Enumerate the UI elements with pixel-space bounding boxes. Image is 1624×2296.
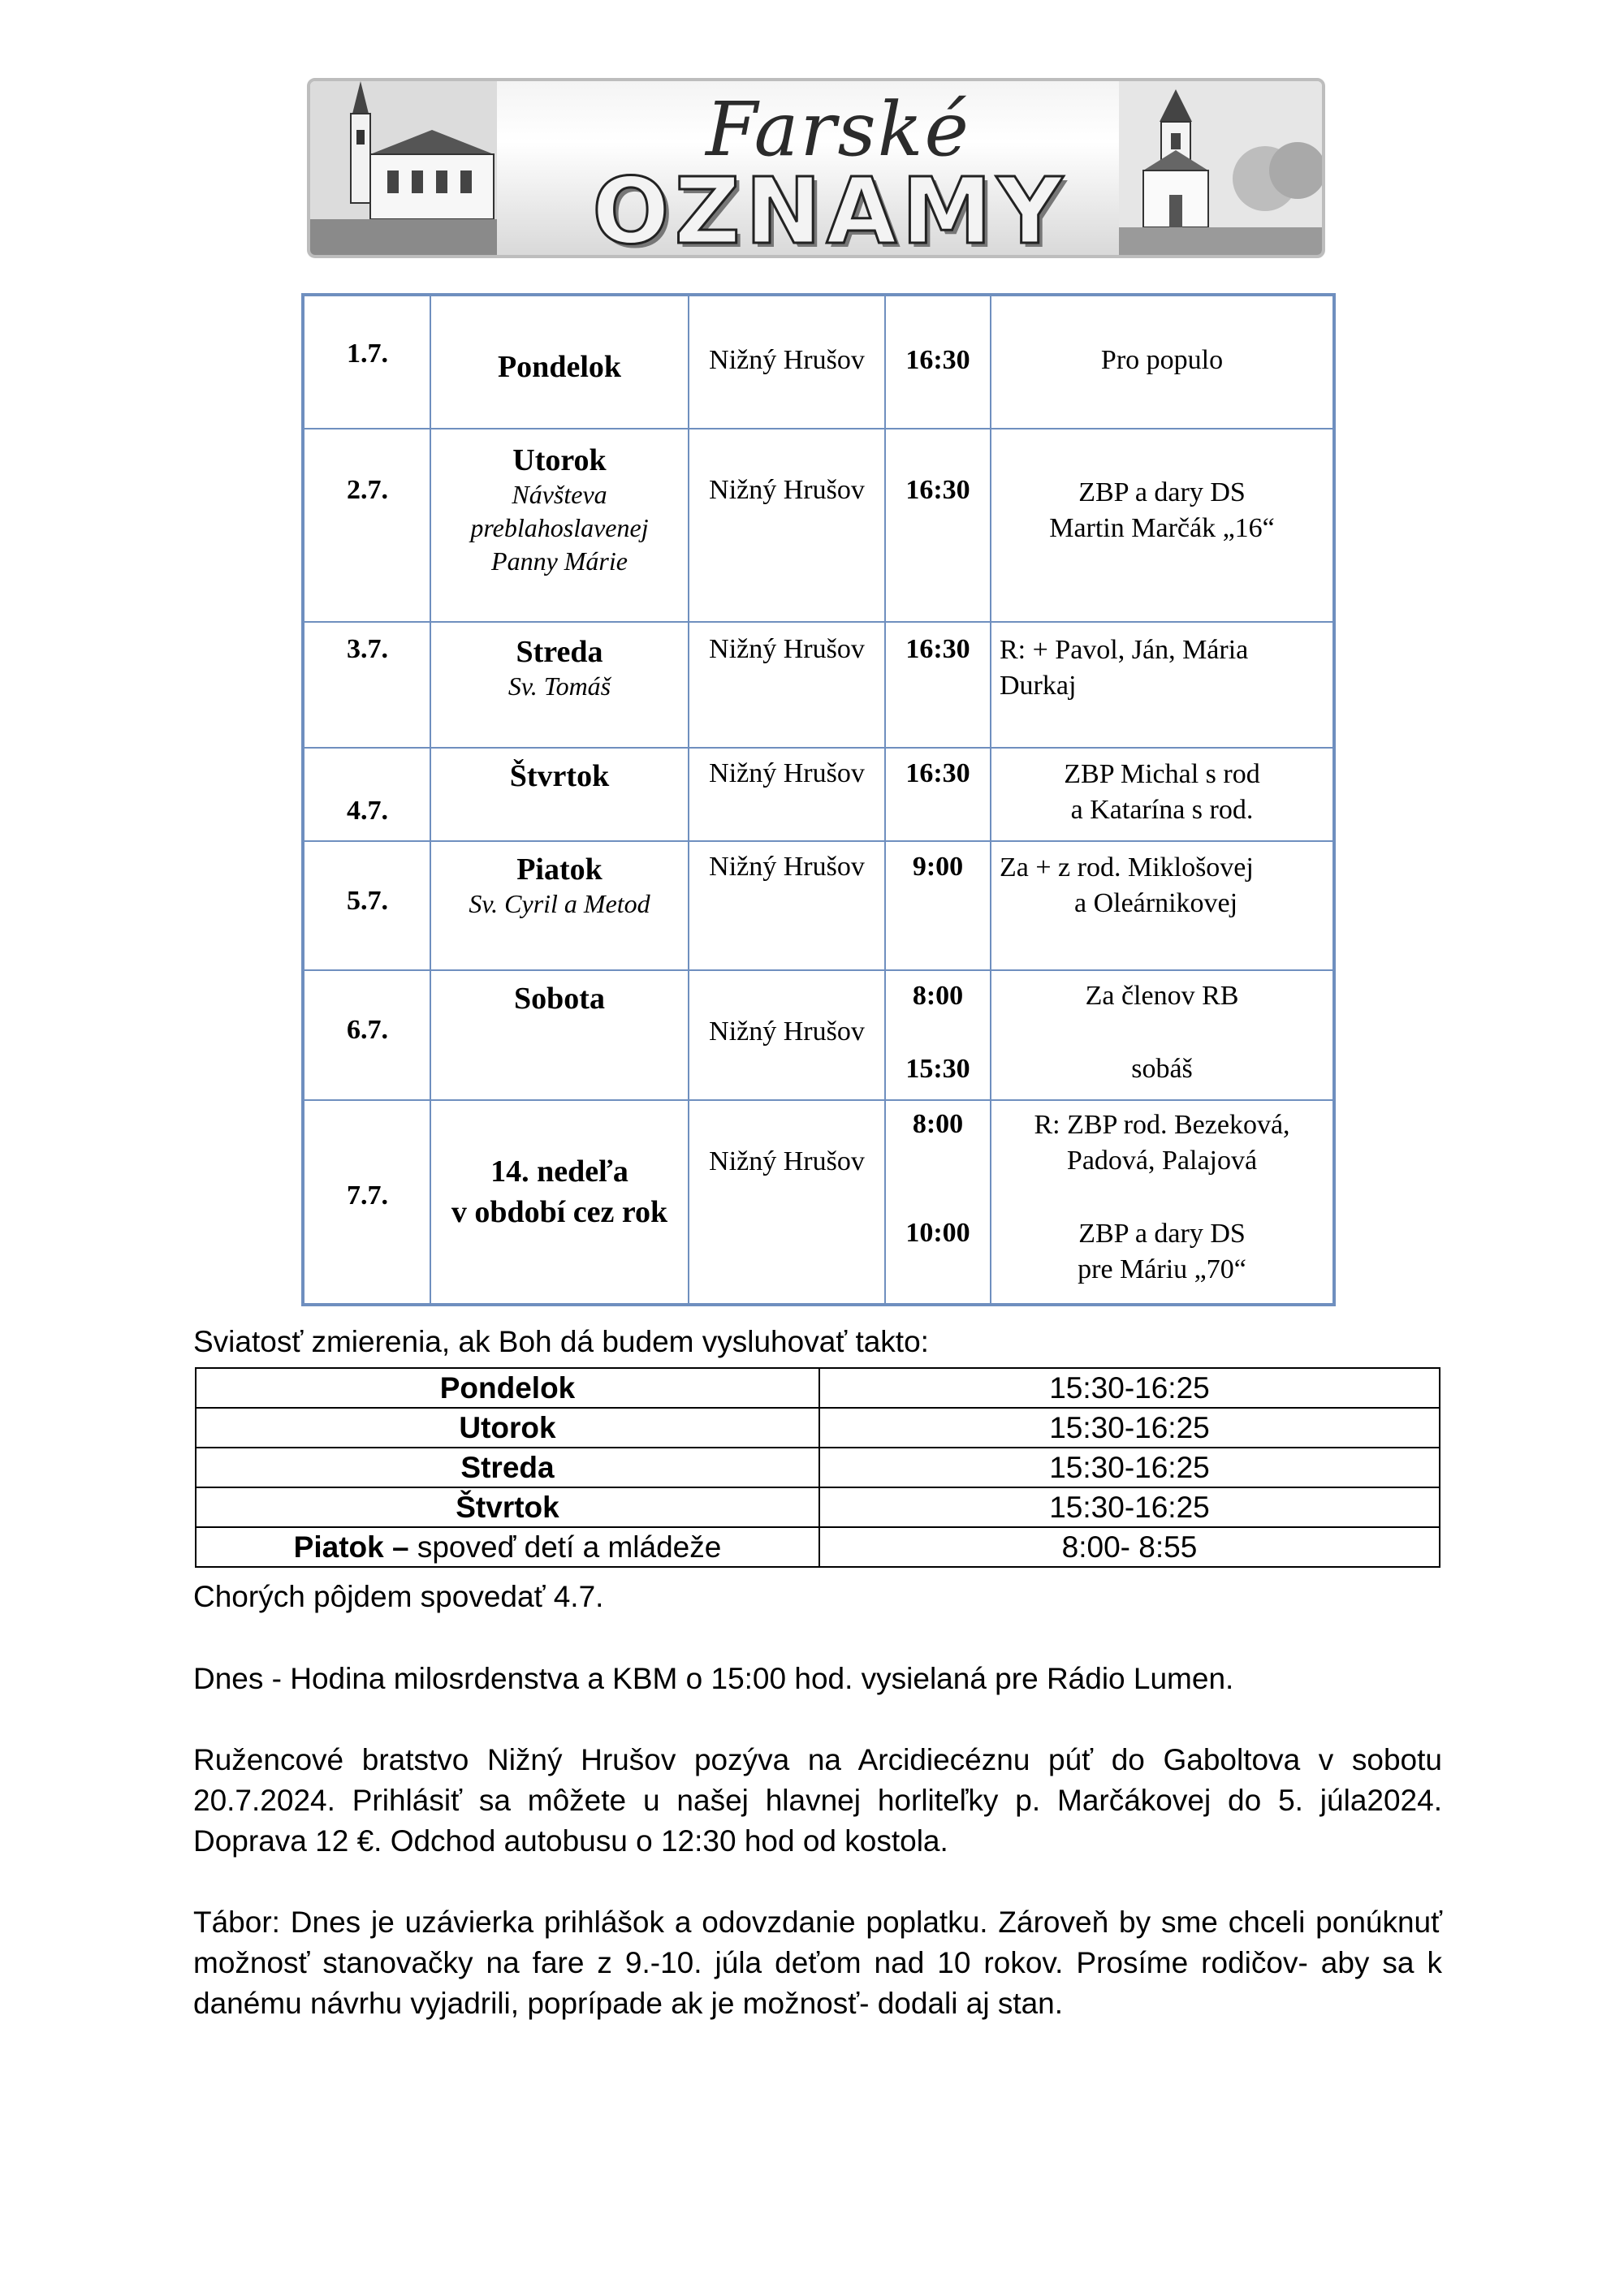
row-day: Sobota: [514, 982, 605, 1016]
table-row: [303, 295, 1334, 429]
table-row: [303, 1100, 1334, 1305]
row-place: Nižný Hrušov: [709, 475, 865, 505]
confession-table: [195, 1367, 1440, 1568]
row-intention: Za členov RB: [1085, 981, 1239, 1011]
notice-pilgrimage: Ružencové bratstvo Nižný Hrušov pozýva na Arcidiecéznu púť do Gaboltova v sobotu 20.7.2024. Prihlásiť sa môžete u našej hlavnej horliteľky p. Marčákovej do 5. júla2024. Doprava 12 €. Odchod autobusu o 12:30 hod od kostola.: [193, 1743, 1442, 1858]
row-feast: Návšteva: [512, 480, 607, 509]
row-date: 5.7.: [347, 886, 388, 916]
confession-day: Utorok: [459, 1411, 556, 1444]
row-intention: ZBP a dary DS: [1078, 1219, 1246, 1249]
row-time: 16:30: [905, 345, 970, 375]
table-row: [196, 1448, 1440, 1487]
row-date: 6.7.: [347, 1015, 388, 1045]
confession-time: 15:30-16:25: [819, 1448, 1440, 1487]
mass-schedule-table: [301, 293, 1336, 1306]
row-intention: Padová, Palajová: [1066, 1146, 1258, 1176]
row-date: 2.7.: [347, 475, 388, 505]
row-intention: R: + Pavol, Ján, Mária: [1000, 635, 1249, 665]
row-day: Streda: [516, 635, 603, 669]
row-intention: pre Máriu „70“: [1078, 1254, 1246, 1284]
row-intention: a Katarína s rod.: [1070, 795, 1254, 825]
header-banner: [307, 78, 1325, 258]
row-day: Pondelok: [497, 350, 622, 384]
notice-camp: Tábor: Dnes je uzávierka prihlášok a odovzdanie poplatku. Zároveň by sme chceli ponúknuť možnosť stanovačky na fare z 9.-10. júla deťom nad 10 rokov. Prosíme rodičov- aby sa k danému návrhu vyjadrili, poprípade ak je možnosť- dodali aj stan.: [193, 1905, 1442, 2020]
row-feast: Panny Márie: [491, 546, 628, 576]
confession-day: Streda: [460, 1451, 555, 1484]
row-place: Nižný Hrušov: [709, 1016, 865, 1047]
row-place: Nižný Hrušov: [709, 1146, 865, 1176]
row-date: 1.7.: [347, 339, 388, 369]
notice-mercy-hour: Dnes - Hodina milosrdenstva a KBM o 15:00 hod. vysielaná pre Rádio Lumen.: [193, 1662, 1234, 1695]
row-feast: preblahoslavenej: [470, 513, 649, 542]
confession-heading: Sviatosť zmierenia, ak Boh dá budem vysluhovať takto:: [193, 1325, 929, 1358]
row-day: Utorok: [512, 443, 607, 477]
table-row: [196, 1408, 1440, 1448]
church-right-image: [1119, 81, 1322, 255]
row-intention: ZBP a dary DS: [1078, 477, 1246, 507]
row-time: 16:30: [905, 634, 970, 664]
row-day: Štvrtok: [509, 759, 610, 793]
confession-day: Piatok –: [293, 1530, 409, 1564]
row-time: 16:30: [905, 758, 970, 788]
table-row: [303, 970, 1334, 1100]
church-left-image: [310, 81, 497, 255]
confession-time: 15:30-16:25: [819, 1408, 1440, 1448]
row-time: 9:00: [912, 852, 964, 882]
row-place: Nižný Hrušov: [709, 345, 865, 375]
row-time: 8:00: [912, 981, 964, 1011]
confession-time: 8:00- 8:55: [819, 1527, 1440, 1567]
row-time: 15:30: [905, 1054, 970, 1084]
table-row: [303, 841, 1334, 970]
table-row: [196, 1368, 1440, 1408]
row-intention: Durkaj: [1000, 671, 1077, 701]
row-date: 7.7.: [347, 1180, 388, 1211]
row-time: 8:00: [912, 1109, 964, 1139]
row-date: 4.7.: [347, 796, 388, 826]
confession-note: spoveď detí a mládeže: [408, 1530, 722, 1564]
row-day: 14. nedeľa: [490, 1154, 628, 1189]
row-intention: a Oleárnikovej: [1074, 888, 1238, 918]
row-intention: Za + z rod. Miklošovej: [1000, 852, 1254, 883]
row-intention: ZBP Michal s rod: [1064, 759, 1260, 789]
row-place: Nižný Hrušov: [709, 758, 865, 788]
table-row: [303, 748, 1334, 841]
row-time: 10:00: [905, 1218, 970, 1248]
row-day: Piatok: [516, 852, 603, 887]
confession-time: 15:30-16:25: [819, 1368, 1440, 1408]
row-intention: Martin Marčák „16“: [1049, 513, 1275, 543]
banner-title-oznamy: OZNAMY: [592, 159, 1068, 258]
row-feast: Sv. Tomáš: [508, 671, 611, 701]
notice-sick: Chorých pôjdem spovedať 4.7.: [193, 1580, 604, 1613]
table-row: [303, 622, 1334, 748]
row-feast: Sv. Cyril a Metod: [469, 889, 650, 918]
row-intention: R: ZBP rod. Bezeková,: [1034, 1110, 1290, 1140]
row-intention: Pro populo: [1100, 345, 1224, 375]
confession-day: Pondelok: [439, 1371, 576, 1405]
confession-day: Štvrtok: [456, 1491, 559, 1524]
table-row: [196, 1527, 1440, 1567]
banner-title-farske: Farské: [706, 86, 970, 173]
row-place: Nižný Hrušov: [709, 634, 865, 664]
row-date: 3.7.: [347, 634, 388, 664]
row-place: Nižný Hrušov: [709, 852, 865, 882]
table-row: [196, 1487, 1440, 1527]
row-intention: sobáš: [1131, 1054, 1193, 1084]
confession-time: 15:30-16:25: [819, 1487, 1440, 1527]
row-time: 16:30: [905, 475, 970, 505]
row-day: v období cez rok: [451, 1195, 668, 1229]
table-row: [303, 429, 1334, 622]
